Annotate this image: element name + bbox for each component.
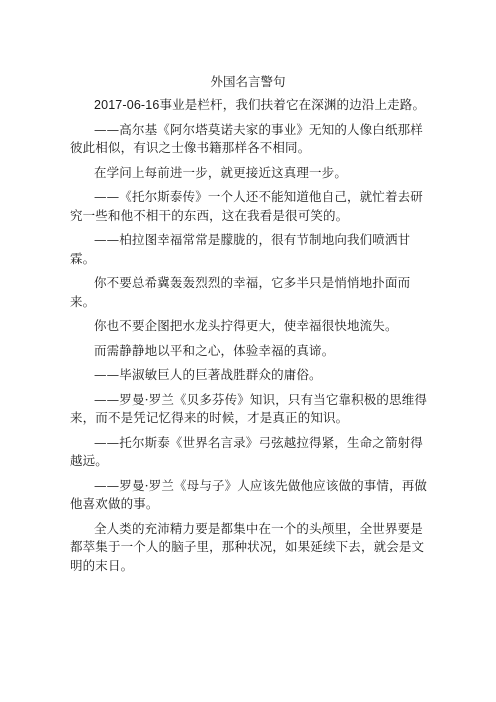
paragraph: ——托尔斯泰《世界名言录》弓弦越拉得紧，生命之箭射得越远。 — [70, 434, 423, 468]
paragraph: 全人类的充沛精力要是都集中在一个的头颅里，全世界要是都萃集于一个人的脑子里，那种状况，如果延续下去，就会是文明的末日。 — [70, 520, 425, 573]
paragraph: ——罗曼·罗兰《贝多芬传》知识，只有当它靠积极的思维得来，而不是凭记忆得来的时候，才是真正的知识。 — [70, 391, 428, 425]
paragraph: ——罗曼·罗兰《母与子》人应该先做他应该做的事情，再做他喜欢做的事。 — [70, 477, 428, 511]
paragraph: ——《托尔斯泰传》一个人还不能知道他自己，就忙着去研究一些和他不相干的东西，这在我看是很可笑的。 — [70, 189, 423, 223]
paragraph: ——高尔基《阿尔塔莫诺夫家的事业》无知的人像白纸那样彼此相似，有识之士像书籍那样各不相同。 — [70, 121, 423, 155]
paragraph: ——毕淑敏巨人的巨著战胜群众的庸俗。 — [94, 367, 322, 382]
paragraph: 而需静静地以平和之心，体验幸福的真谛。 — [94, 342, 335, 358]
paragraph: 你不要总希冀轰轰烈烈的幸福，它多半只是悄悄地扑面而来。 — [70, 275, 411, 309]
document-body — [70, 96, 428, 581]
document-date: 2017-06-16 — [94, 98, 160, 112]
paragraph: 你也不要企图把水龙头拧得更大，使幸福很快地流失。 — [94, 318, 398, 333]
paragraph — [70, 96, 428, 115]
paragraph: 在学问上每前进一步，就更接近这真理一步。 — [94, 164, 348, 180]
paragraph: ——柏拉图幸福常常是朦胧的，很有节制地向我们喷洒甘霖。 — [70, 232, 411, 266]
document-title: 外国名言警句 — [210, 74, 286, 89]
paragraph-text: 事业是栏杆，我们扶着它在深渊的边沿上走路。 — [159, 97, 426, 112]
